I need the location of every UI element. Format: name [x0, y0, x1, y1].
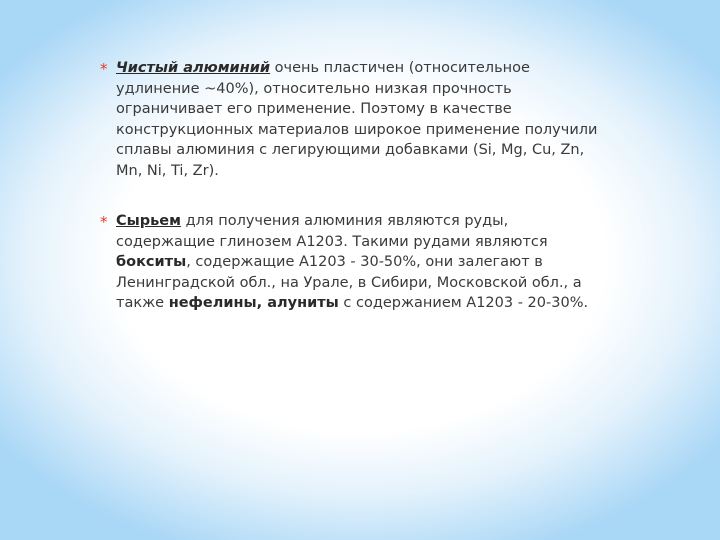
bullet-text-part-1: для получения алюминия являются руды, содержащие глинозем А1203. Такими рудами являются	[116, 213, 548, 250]
bullet-text-part-2: , содержащие А1203 - 30-50%, они залегают в Ленинградской обл., на Урале, в Сибири, Московской обл., а также	[116, 254, 582, 311]
emphasis-nepheline-alunite: нефелины, алуниты	[168, 295, 339, 311]
bullet-text-part-3: с содержанием А1203 - 20-30%.	[338, 295, 589, 311]
slide-content	[100, 58, 600, 314]
term-raw-material: Сырьем	[116, 213, 181, 229]
bullet-star-icon: *	[100, 213, 108, 231]
bullet-raw-material	[100, 211, 600, 314]
emphasis-bauxite: бокситы	[116, 254, 187, 270]
bullet-text: очень пластичен (относительное удлинение ~40%), относительно низкая прочность ограничивает его применение. Поэтому в качестве конструкционных материалов широкое применение получили сплавы алюминия с легирующими добавками (Si, Mg, Cu, Zn, Mn, Ni, Ti, Zr).	[116, 60, 598, 179]
term-pure-aluminum: Чистый алюминий	[116, 60, 271, 76]
bullet-star-icon: *	[100, 60, 108, 78]
bullet-pure-aluminum	[100, 58, 600, 181]
